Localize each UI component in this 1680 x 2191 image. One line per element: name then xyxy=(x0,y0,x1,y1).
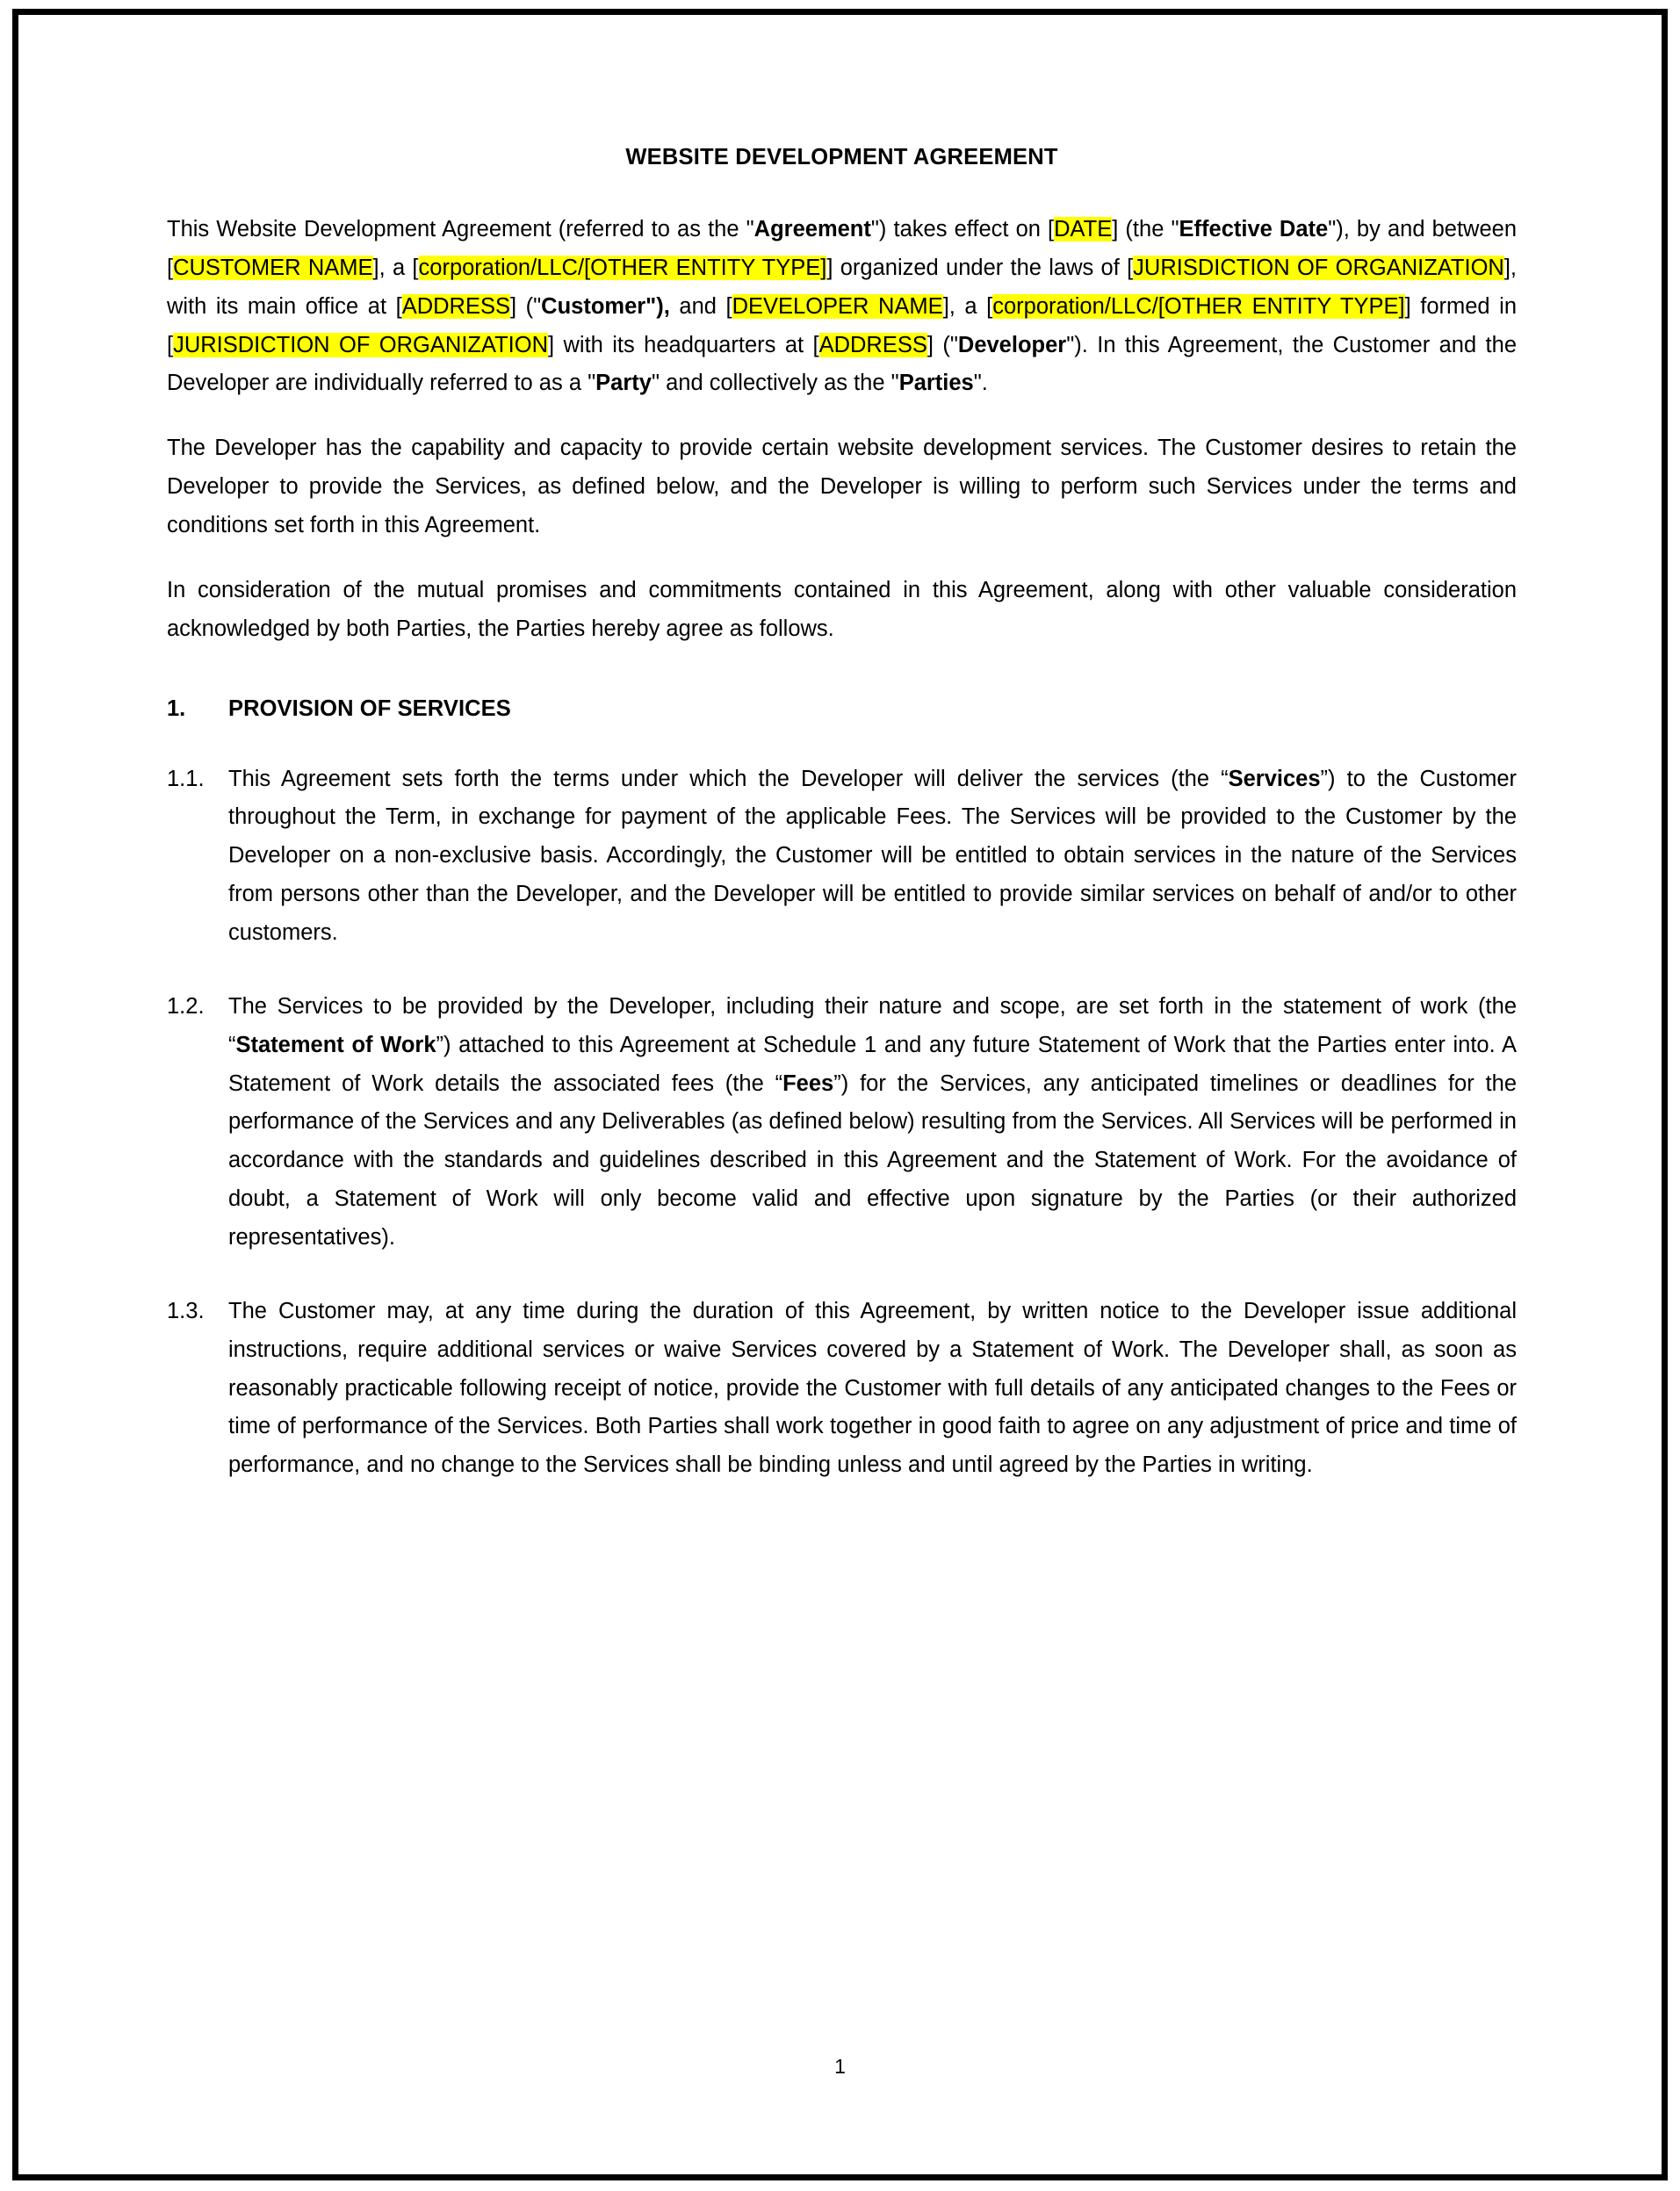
section-title: PROVISION OF SERVICES xyxy=(228,695,511,721)
preamble-text-10: ], a [ xyxy=(942,293,993,319)
clause-1-2-text-2: ”) attached to this Agreement at Schedule 1 and any future Statement of Work that the Parties enter into. A Statement of Work details the associated fees (the “ xyxy=(228,1032,1517,1096)
placeholder-customer-entity-type: corporation/LLC/[OTHER ENTITY TYPE] xyxy=(418,255,827,280)
clause-1-2-text-1: The Services to be provided by the Developer, including their nature and scope, are set forth in the statement of work (the “ xyxy=(228,993,1517,1057)
clause-1-3 xyxy=(167,1293,1517,1485)
clause-text-1-2 xyxy=(228,988,1517,1258)
page-number: 1 xyxy=(834,2055,846,2078)
clause-text-1-3: The Customer may, at any time during the duration of this Agreement, by written notice to the Developer issue additional instructions, require additional services or waive Services covered by a Statement of Work. The Developer shall, as soon as reasonably practicable following receipt of notice, provide the Customer with full details of any anticipated changes to the Fees or time of performance of the Services. Both Parties shall work together in good faith to agree on any adjustment of price and time of performance, and no change to the Services shall be binding unless and until agreed by the Parties in writing. xyxy=(228,1298,1517,1478)
term-party: Party xyxy=(595,371,652,396)
clause-1-1-text-1: This Agreement sets forth the terms under which the Developer will deliver the services (the “ xyxy=(228,766,1229,791)
placeholder-customer-address: ADDRESS xyxy=(401,293,510,319)
preamble-text-13: ] (" xyxy=(927,332,958,357)
placeholder-date: DATE xyxy=(1054,217,1113,241)
placeholder-customer-name: CUSTOMER NAME xyxy=(173,255,373,280)
preamble-text-1: This Website Development Agreement (referred to as the " xyxy=(167,217,754,241)
clause-1-1-text-2: ”) to the Customer throughout the Term, in exchange for payment of the applicable Fees. The Services will be provided to the Customer by the Developer on a non-exclusive basis. Accordingly, the Customer will be entitled to obtain services in the nature of the Services from persons other than the Developer, and the Developer will be entitled to provide similar services on behalf of and/or to other customers. xyxy=(228,766,1517,946)
term-parties: Parties xyxy=(898,371,974,396)
section-number: 1. xyxy=(167,695,186,721)
clause-1-1 xyxy=(167,760,1517,953)
preamble-text-2: ") takes effect on [ xyxy=(870,217,1055,241)
preamble-text-3: ] (the " xyxy=(1112,217,1179,241)
term-statement-of-work: Statement of Work xyxy=(235,1032,436,1057)
preamble-text-14: "). In this Agreement, the Customer and the Developer are individually referred to as a " xyxy=(167,332,1517,396)
preamble-text-8: ] (" xyxy=(509,293,542,319)
preamble-text-5: ], a [ xyxy=(372,255,419,280)
clause-text-1-1 xyxy=(228,760,1517,953)
clause-1-2 xyxy=(167,988,1517,1258)
clause-1-2-text-3: ”) for the Services, any anticipated timelines or deadlines for the performance of the Services and any Deliverables (as defined below) resulting from the Services. All Services will be performed in accordance with the standards and guidelines described in this Agreement and the Statement of Work. For the avoidance of doubt, a Statement of Work will only become valid and effective upon signature by the Parties (or their authorized representatives). xyxy=(228,1070,1518,1250)
term-customer: Customer"), xyxy=(541,293,670,319)
term-fees: Fees xyxy=(782,1070,834,1096)
preamble-text-16: ". xyxy=(973,371,988,396)
preamble-text-12: ] with its headquarters at [ xyxy=(548,332,819,357)
term-effective-date: Effective Date xyxy=(1179,217,1329,241)
preamble-text-11: ] formed in [ xyxy=(167,293,1517,357)
clause-number-1-2: 1.2. xyxy=(167,993,205,1019)
preamble-text-9: and [ xyxy=(669,293,732,319)
term-agreement: Agreement xyxy=(753,217,871,241)
preamble-paragraph-consideration: In consideration of the mutual promises and commitments contained in this Agreement, along with other valuable consideration acknowledged by both Parties, the Parties hereby agree as follows. xyxy=(167,577,1517,641)
section-heading-provision-of-services xyxy=(167,696,1517,722)
placeholder-developer-entity-type: corporation/LLC/[OTHER ENTITY TYPE] xyxy=(992,293,1405,319)
preamble-paragraph-capability: The Developer has the capability and capacity to provide certain website development services. The Customer desires to retain the Developer to provide the Services, as defined below, and the Developer is willing to perform such Services under the terms and conditions set forth in this Agreement. xyxy=(167,436,1517,538)
preamble-text-4: "), by and between [ xyxy=(167,217,1518,280)
term-developer: Developer xyxy=(957,332,1067,357)
preamble-text-6: ] organized under the laws of [ xyxy=(826,255,1134,280)
placeholder-developer-address: ADDRESS xyxy=(818,332,927,357)
placeholder-customer-jurisdiction: JURISDICTION OF ORGANIZATION xyxy=(1133,255,1504,280)
clause-number-1-3: 1.3. xyxy=(167,1298,205,1323)
preamble-paragraph-parties xyxy=(167,211,1517,403)
document-title: WEBSITE DEVELOPMENT AGREEMENT xyxy=(625,145,1058,169)
clause-number-1-1: 1.1. xyxy=(167,766,205,791)
term-services: Services xyxy=(1228,766,1321,791)
preamble-text-7: ], with its main office at [ xyxy=(167,255,1518,319)
placeholder-developer-name: DEVELOPER NAME xyxy=(732,293,943,319)
preamble-text-15: " and collectively as the " xyxy=(651,371,899,396)
placeholder-developer-jurisdiction: JURISDICTION OF ORGANIZATION xyxy=(173,332,549,357)
